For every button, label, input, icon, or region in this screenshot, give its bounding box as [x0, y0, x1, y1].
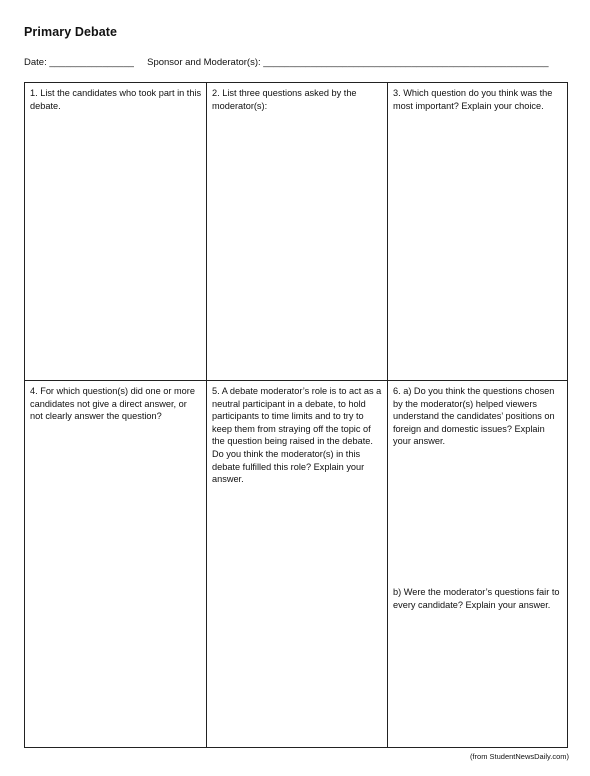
page-title: Primary Debate: [24, 25, 118, 39]
question-5-text: 5. A debate moderator’s role is to act as a neutral participant in a debate, to hold participants to time limits and to try to keep them from straying off the topic of the question being raised in the debate. Do you think the moderator(s) in this debate fulfilled this role? Explain your answer.: [212, 386, 382, 485]
question-6-cell[interactable]: [388, 381, 567, 747]
info-line: [24, 57, 549, 68]
question-3-cell[interactable]: [388, 83, 567, 381]
source-footer: (from StudentNewsDaily.com): [469, 752, 569, 761]
question-5-cell[interactable]: [207, 381, 388, 747]
date-blank[interactable]: ________________: [49, 57, 134, 68]
question-4-cell[interactable]: [25, 381, 207, 747]
question-6b-text: b) Were the moderator’s questions fair to every candidate? Explain your answer.: [393, 587, 560, 610]
question-2-cell[interactable]: [207, 83, 388, 381]
question-6a-text: 6. a) Do you think the questions chosen by the moderator(s) helped viewers understand the candidates’ positions on foreign and domestic issues? Explain your answer.: [393, 386, 555, 447]
worksheet-grid: [24, 82, 568, 748]
question-1-text: 1. List the candidates who took part in this debate.: [30, 88, 202, 111]
question-2-text: 2. List three questions asked by the moderator(s):: [212, 88, 357, 111]
question-1-cell[interactable]: [25, 83, 207, 381]
date-label: Date:: [24, 57, 47, 68]
sponsor-label: Sponsor and Moderator(s):: [147, 57, 261, 68]
question-3-text: 3. Which question do you think was the most important? Explain your choice.: [393, 88, 553, 111]
question-4-text: 4. For which question(s) did one or more candidates not give a direct answer, or not clearly answer the question?: [30, 386, 195, 422]
sponsor-blank[interactable]: ______________________________________________________: [263, 57, 549, 68]
